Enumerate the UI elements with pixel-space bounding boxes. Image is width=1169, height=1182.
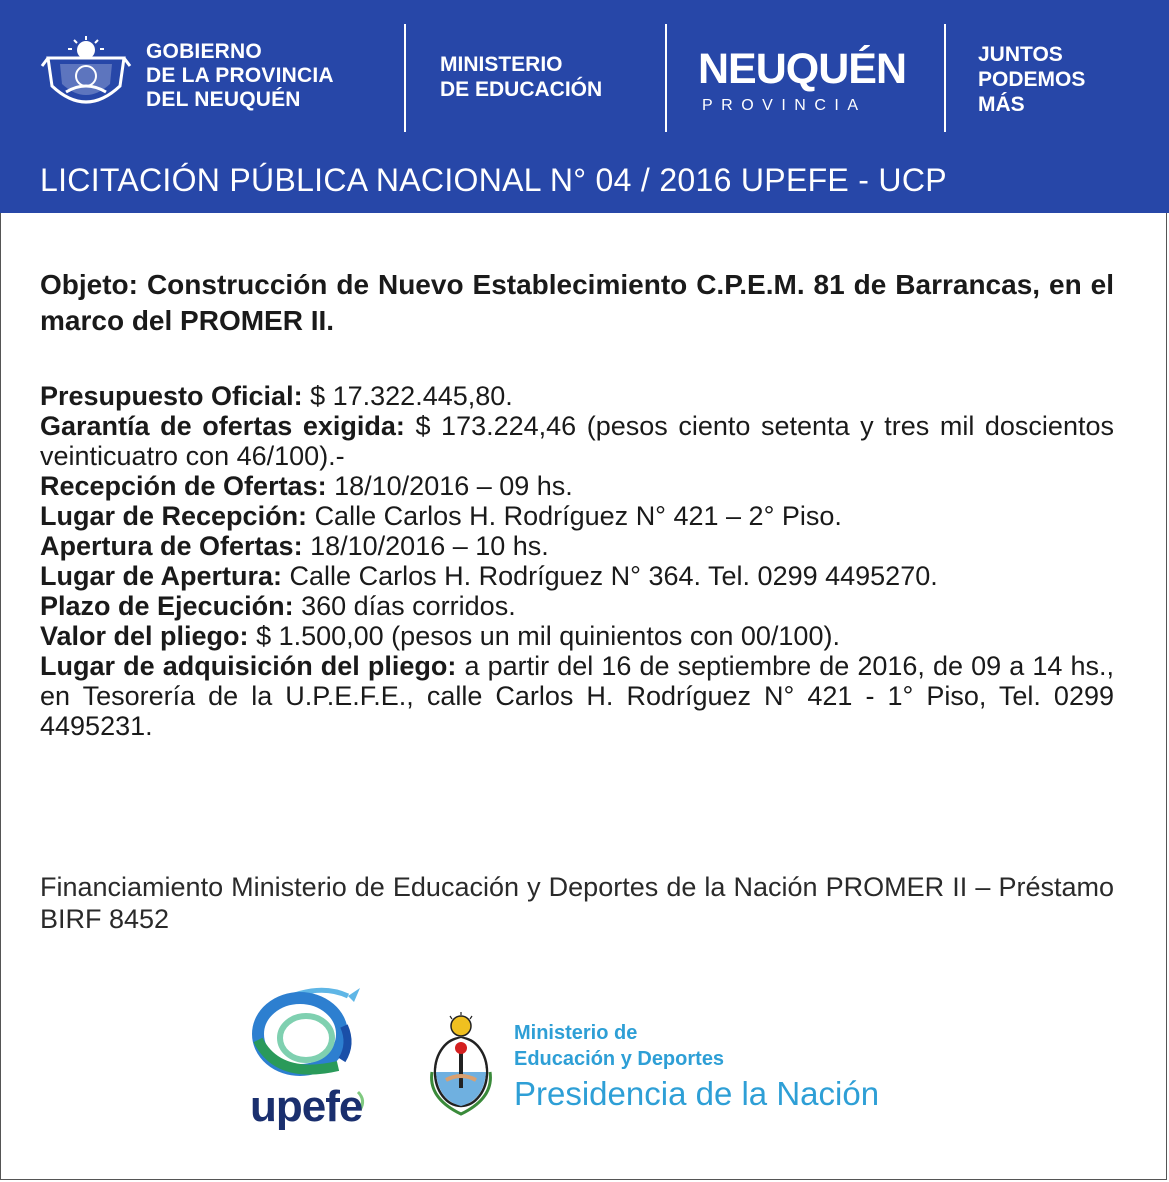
presidencia-nacion-title: Presidencia de la Nación bbox=[514, 1075, 880, 1112]
detail-item bbox=[40, 561, 1114, 591]
detail-item bbox=[40, 471, 1114, 501]
detail-label: Plazo de Ejecución: bbox=[40, 591, 294, 621]
detail-value: 18/10/2016 – 09 hs. bbox=[334, 471, 573, 501]
detail-label: Lugar de Apertura: bbox=[40, 561, 283, 591]
detail-item bbox=[40, 531, 1114, 561]
detail-label: Lugar de adquisición del pliego: bbox=[40, 651, 457, 681]
detail-value: 360 días corridos. bbox=[301, 591, 516, 621]
details-list bbox=[40, 381, 1114, 741]
detail-item bbox=[40, 591, 1114, 621]
objeto-heading: Objeto: Construcción de Nuevo Establecimiento C.P.E.M. 81 de Barrancas, en el marco del PROMER II. bbox=[40, 269, 1114, 336]
licitacion-title: LICITACIÓN PÚBLICA NACIONAL N° 04 / 2016 UPEFE - UCP bbox=[40, 162, 947, 198]
detail-label: Lugar de Recepción: bbox=[40, 501, 308, 531]
ministerio-nacion-block bbox=[514, 1020, 879, 1116]
detail-value: Calle Carlos H. Rodríguez N° 364. Tel. 0299 4495270. bbox=[289, 561, 938, 591]
detail-item bbox=[40, 501, 1114, 531]
gobierno-provincia-title: GOBIERNO DE LA PROVINCIA DEL NEUQUÉN bbox=[146, 40, 334, 111]
argentina-coat-of-arms-icon bbox=[428, 1012, 494, 1118]
detail-label: Recepción de Ofertas: bbox=[40, 471, 327, 501]
detail-label: Presupuesto Oficial: bbox=[40, 381, 303, 411]
detail-value: $ 173.224,46 (pesos ciento setenta y tres mil doscientos veinticuatro con 46/100).- bbox=[40, 411, 1114, 471]
ministerio-nacion-line: Educación y Deportes bbox=[514, 1048, 725, 1070]
header-divider bbox=[665, 24, 667, 132]
header-banner bbox=[0, 0, 1169, 213]
detail-item bbox=[40, 621, 1114, 651]
financiamiento-note: Financiamiento Ministerio de Educación y Deportes de la Nación PROMER II – Préstamo BIRF 8452 bbox=[40, 872, 1114, 934]
detail-value: Calle Carlos H. Rodríguez N° 421 – 2° Piso. bbox=[314, 501, 842, 531]
header-divider bbox=[404, 24, 406, 132]
provincia-logo-text: PROVINCIA bbox=[702, 97, 867, 114]
header-divider bbox=[944, 24, 946, 132]
detail-value: $ 17.322.445,80. bbox=[310, 381, 513, 411]
detail-label: Garantía de ofertas exigida: bbox=[40, 411, 405, 441]
ministerio-educacion-title: MINISTERIO DE EDUCACIÓN bbox=[440, 53, 603, 101]
ministerio-nacion-line: Ministerio de bbox=[514, 1022, 638, 1044]
detail-item bbox=[40, 411, 1114, 471]
detail-item bbox=[40, 381, 1114, 411]
detail-label: Apertura de Ofertas: bbox=[40, 531, 303, 561]
detail-item bbox=[40, 651, 1114, 741]
upefe-wordmark: upefe bbox=[250, 1082, 363, 1131]
detail-label: Valor del pliego: bbox=[40, 621, 249, 651]
detail-value: a partir del 16 de septiembre de 2016, de 09 a 14 hs., en Tesorería de la U.P.E.F.E., calle Carlos H. Rodríguez N° 421 - 1° Piso, Tel. 0299 4495231. bbox=[40, 651, 1114, 741]
neuquen-logo-text: NEUQUÉN bbox=[698, 45, 907, 93]
province-coat-of-arms-icon bbox=[40, 36, 132, 116]
detail-value: 18/10/2016 – 10 hs. bbox=[310, 531, 549, 561]
juntos-podemos-mas-slogan: JUNTOS PODEMOS MÁS bbox=[978, 43, 1086, 116]
detail-value: $ 1.500,00 (pesos un mil quinientos con 00/100). bbox=[256, 621, 840, 651]
